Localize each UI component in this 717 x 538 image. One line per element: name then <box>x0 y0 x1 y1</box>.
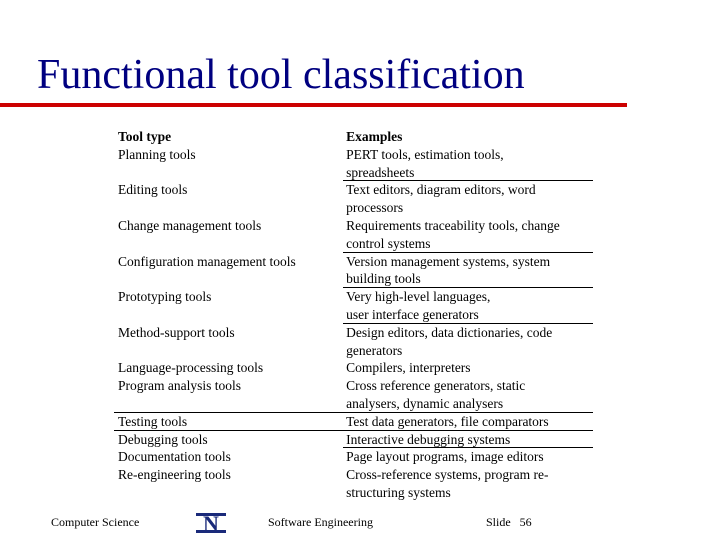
tool-examples <box>342 466 593 502</box>
slide-title: Functional tool classification <box>37 52 525 98</box>
tool-examples <box>342 448 593 466</box>
example-line: processors <box>346 200 404 216</box>
tool-type: Testing tools <box>118 413 188 429</box>
example-line: PERT tools, estimation tools, <box>346 146 504 162</box>
example-line: building tools <box>346 271 421 287</box>
tool-examples <box>342 324 593 360</box>
example-line: Test data generators, file comparators <box>346 413 549 429</box>
tool-examples <box>342 359 593 377</box>
example-line: Compilers, interpreters <box>346 360 471 376</box>
tool-examples <box>342 413 593 431</box>
table-row <box>114 181 593 217</box>
tool-type: Change management tools <box>118 217 262 233</box>
tool-type: Planning tools <box>118 146 196 162</box>
table-row <box>114 288 593 324</box>
footer-department: Computer Science <box>51 515 140 529</box>
slide-label: Slide <box>486 515 511 529</box>
table-row <box>114 431 593 449</box>
table-row <box>114 217 593 253</box>
example-line: Page layout programs, image editors <box>346 449 544 465</box>
tool-type: Re-engineering tools <box>118 467 231 483</box>
example-line: Cross reference generators, static <box>346 378 526 394</box>
example-line: Text editors, diagram editors, word <box>346 182 536 198</box>
tool-examples <box>342 288 593 324</box>
tool-type: Documentation tools <box>118 449 231 465</box>
tool-examples <box>342 217 593 253</box>
table-row <box>114 146 593 182</box>
slide-number: 56 <box>519 515 532 529</box>
example-line: structuring systems <box>346 484 451 500</box>
example-line: Design editors, data dictionaries, code <box>346 324 553 340</box>
table-row <box>114 253 593 289</box>
title-underline <box>0 103 627 107</box>
example-line: Cross-reference systems, program re- <box>346 467 549 483</box>
tool-examples <box>342 377 593 413</box>
table-row <box>114 324 593 360</box>
header-tool-type: Tool type <box>118 129 172 144</box>
table-row <box>114 448 593 466</box>
tool-examples <box>342 146 593 182</box>
tool-examples <box>342 181 593 217</box>
example-line: user interface generators <box>346 306 479 322</box>
tool-type: Method-support tools <box>118 324 235 340</box>
tool-type: Prototyping tools <box>118 289 212 305</box>
example-line: Very high-level languages, <box>346 289 491 305</box>
tool-type: Debugging tools <box>118 431 208 447</box>
footer-course: Software Engineering <box>268 515 373 529</box>
tool-type: Language-processing tools <box>118 360 264 376</box>
table-header-row <box>114 128 593 146</box>
tool-examples <box>342 431 593 449</box>
example-line: spreadsheets <box>346 164 415 180</box>
table-row <box>114 359 593 377</box>
header-examples: Examples <box>346 129 403 144</box>
example-line: Requirements traceability tools, change <box>346 217 560 233</box>
example-line: generators <box>346 342 403 358</box>
example-line: control systems <box>346 235 431 251</box>
tool-classification-table <box>114 128 593 502</box>
table-row <box>114 413 593 431</box>
example-line: analysers, dynamic analysers <box>346 395 504 411</box>
example-line: Version management systems, system <box>346 253 551 269</box>
tool-type: Configuration management tools <box>118 253 296 269</box>
university-n-logo-icon <box>194 510 228 536</box>
table-row <box>114 377 593 413</box>
logo-letter: N <box>203 511 219 536</box>
tool-type: Editing tools <box>118 182 188 198</box>
footer-slide-number <box>486 515 532 530</box>
example-line: Interactive debugging systems <box>346 431 511 447</box>
table-row <box>114 466 593 502</box>
tool-examples <box>342 253 593 289</box>
tool-type: Program analysis tools <box>118 378 241 394</box>
